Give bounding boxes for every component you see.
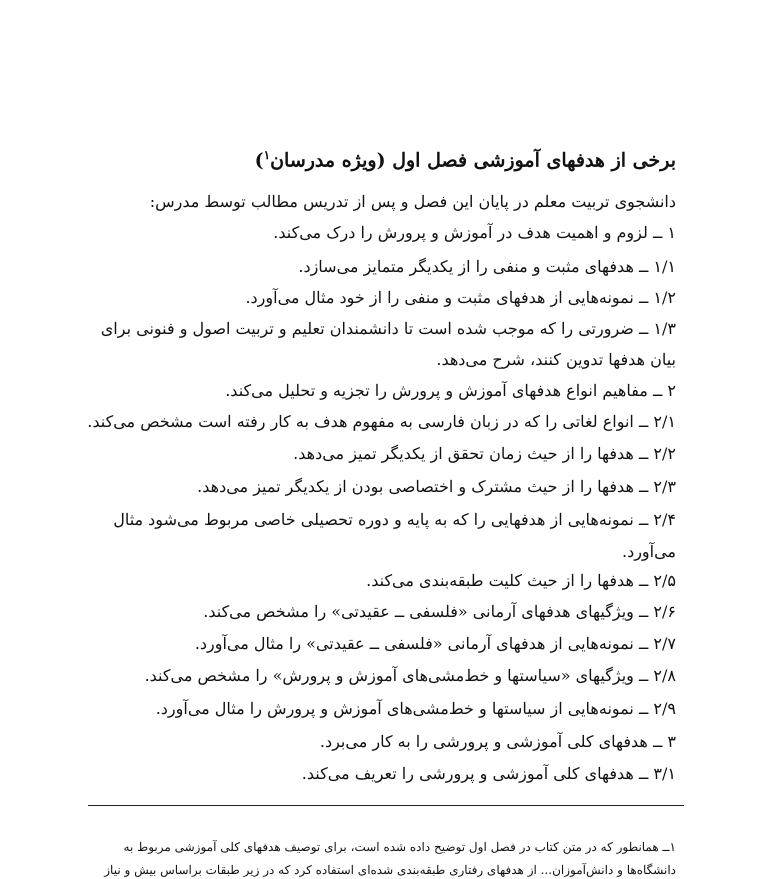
footnote-divider	[88, 805, 684, 806]
objective-1: ۱ ــ لزوم و اهمیت هدف در آموزش و پرورش را درک می‌کند.	[273, 223, 676, 242]
footnote-marker: ۱	[263, 148, 271, 162]
objective-2-1: ۲/۱ ــ انواع لغاتی را که در زبان فارسی به مفهوم هدف به کار رفته است مشخص می‌کند.	[87, 412, 676, 431]
objective-2-5: ۲/۵ ــ هدفها را از حیث کلیت طبقه‌بندی می‌کند.	[366, 571, 676, 590]
objective-2-6: ۲/۶ ــ ویژگیهای هدفهای آرمانی «فلسفی ــ عقیدتی» را مشخص می‌کند.	[203, 602, 676, 621]
heading-text: برخی از هدفهای آموزشی فصل اول (ویژه مدرسان	[270, 149, 676, 172]
objective-2: ۲ ــ مفاهیم انواع هدفهای آموزش و پرورش را تجزیه و تحلیل می‌کند.	[225, 381, 676, 400]
objective-2-4-cont: می‌آورد.	[621, 542, 676, 561]
heading-close: )	[254, 149, 264, 172]
objective-1-3-cont: بیان هدفها تدوین کنند، شرح می‌دهد.	[436, 350, 676, 369]
objective-3-1: ۳/۱ ــ هدفهای کلی آموزشی و پرورشی را تعریف می‌کند.	[301, 764, 676, 783]
objective-2-9: ۲/۹ ــ نمونه‌هایی از سیاستها و خط‌مشی‌های آموزش و پرورش را مثال می‌آورد.	[155, 699, 676, 718]
objective-1-3: ۱/۳ ــ ضرورتی را که موجب شده است تا دانشمندان تعلیم و تربیت اصول و فنونی برای	[100, 319, 676, 338]
footnote-line-2: دانشگاه‌ها و دانش‌آموزان... از هدفهای رفتاری طبقه‌بندی شده‌ای استفاده کرد که در زیر طبقات براساس بیش و نیاز	[104, 863, 676, 877]
objective-1-2: ۱/۲ ــ نمونه‌هایی از هدفهای مثبت و منفی را از خود مثال می‌آورد.	[245, 288, 676, 307]
objective-1-1: ۱/۱ ــ هدفهای مثبت و منفی را از یکدیگر متمایز می‌سازد.	[298, 257, 676, 276]
objective-2-4: ۲/۴ ــ نمونه‌هایی از هدفهایی را که به پایه و دوره تحصیلی خاصی مربوط می‌شود مثال	[113, 510, 676, 529]
footnote-line-1: ۱ــ همانطور که در متن کتاب در فصل اول توضیح داده شده است، برای توصیف هدفهای کلی آموزشی مربوط به	[123, 840, 676, 854]
objective-2-7: ۲/۷ ــ نمونه‌هایی از هدفهای آرمانی «فلسفی ــ عقیدتی» را مثال می‌آورد.	[194, 634, 676, 653]
objective-2-3: ۲/۳ ــ هدفها را از حیث مشترک و اختصاصی بودن از یکدیگر تمیز می‌دهد.	[197, 477, 676, 496]
objective-3: ۳ ــ هدفهای کلی آموزشی و پرورشی را به کار می‌برد.	[319, 732, 676, 751]
section-heading	[255, 148, 676, 171]
objective-2-2: ۲/۲ ــ هدفها را از حیث زمان تحقق از یکدیگر تمیز می‌دهد.	[293, 444, 676, 463]
objective-2-8: ۲/۸ ــ ویژگیهای «سیاستها و خط‌مشی‌های آموزش و پرورش» را مشخص می‌کند.	[144, 666, 676, 685]
intro-line: دانشجوی تربیت معلم در پایان این فصل و پس از تدریس مطالب توسط مدرس:	[149, 192, 676, 211]
